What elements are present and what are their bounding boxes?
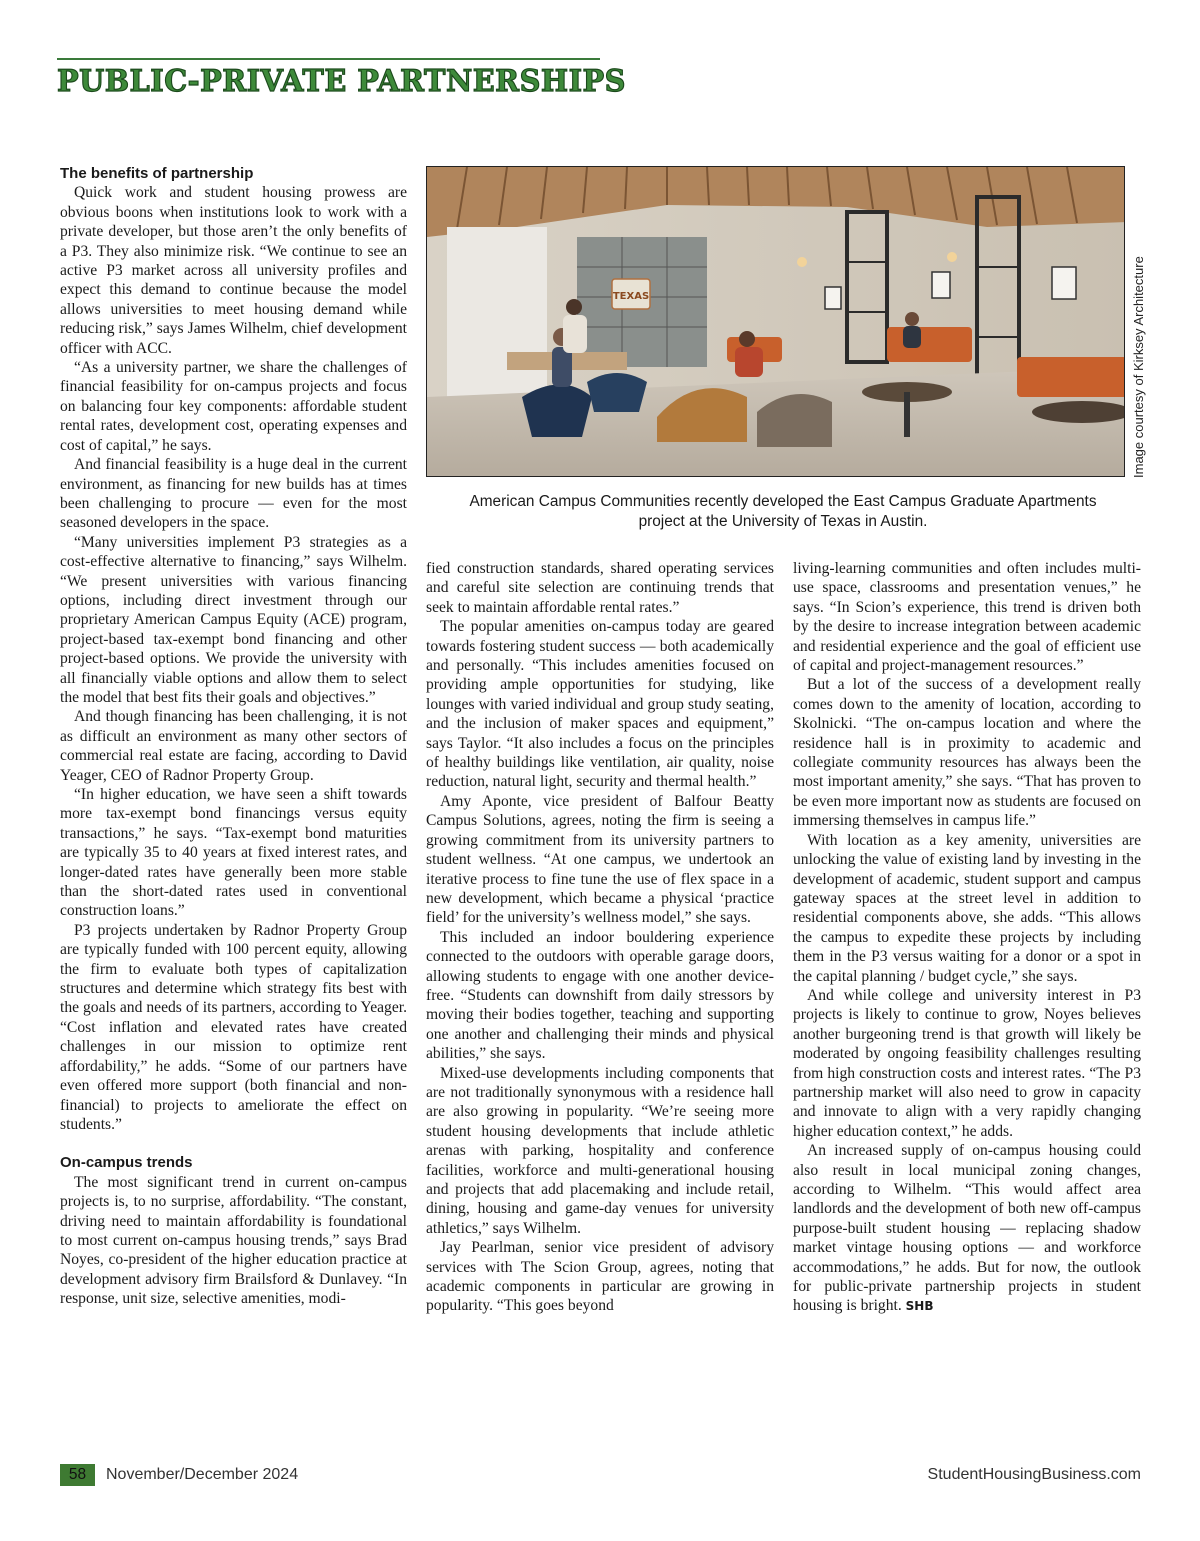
paragraph: And though financing has been challenging, it is not as difficult an environment as many other sectors of commercial real estate are facing, according to David Yeager, CEO of Radnor Property Group. — [60, 708, 407, 784]
paragraph: living-learning communities and often includes multi-use space, classrooms and presentation venues,” he says. “In Scion’s experience, this trend is driven both by the desire to increase integration between academic and residential experience and the goal of efficient use of capital and project-management resources.” — [793, 560, 1141, 675]
lounge-photo-illustration — [427, 167, 1125, 477]
website: StudentHousingBusiness.com — [927, 1466, 1141, 1483]
photo-sign-text: TEXAS — [612, 291, 650, 302]
paragraph: fied construction standards, shared operating services and careful site selection are continuing trends that seek to maintain affordable rental rates.” — [426, 560, 774, 616]
paragraph: With location as a key amenity, universities are unlocking the value of existing land by investing in the development of academic, student support and campus gateway spaces at the street level in addition to residential components above, she adds. “This allows the campus to expedite these projects by including them in the P3 versus waiting for a donor or a spot in the capital planning / budget cycle,” she says. — [793, 831, 1141, 985]
article-column-3 — [793, 559, 1141, 1317]
section-title: PUBLIC-PRIVATE PARTNERSHIPS — [57, 64, 626, 99]
paragraph: P3 projects undertaken by Radnor Property Group are typically funded with 100 percent equity, allowing the firm to evaluate both types of capitalization structures and determine which strategy fits best with the goals and needs of its partners, according to Yeager. “Cost inflation and elevated rates have created challenges in our mission to optimize rent affordability,” he adds. “Some of our partners have even offered more support (both financial and non-financial) to projects to ameliorate the effect on students.” — [60, 921, 407, 1133]
paragraph: And while college and university interest in P3 projects is likely to continue to grow, Noyes believes another burgeoning trend is that growth will likely be moderated by ongoing feasibility challenges resulting from high construction costs and interest rates. “The P3 partnership market will also need to grow in capacity and innovate to align with a very rapidly changing higher education context,” he adds. — [793, 986, 1141, 1140]
paragraph: “In higher education, we have seen a shift towards more tax-exempt bond financings versus equity transactions,” he says. “Tax-exempt bond maturities are typically 35 to 40 years at fixed interest rates, and longer-dated rates have generally been more stable than the short-dated rates used in conventional construction loans.” — [60, 786, 407, 920]
caption-line: project at the University of Texas in Austin. — [638, 513, 928, 530]
caption-line: American Campus Communities recently developed the East Campus Graduate Apartments — [469, 493, 1097, 510]
paragraph: Amy Aponte, vice president of Balfour Beatty Campus Solutions, agrees, noting the firm is seeing a growing commitment from its university partners to student wellness. “At one campus, we undertook an iterative process to fine tune the use of flex space in a new development, which became a physical ‘practice field’ for the university’s wellness model,” she says. — [426, 792, 774, 927]
photo-caption — [426, 492, 1140, 532]
paragraph: Mixed-use developments including components that are not traditionally synonymous with a residence hall are also growing in popularity. “We’re seeing more student housing developments that include athletic arenas with parking, hospitality and conference facilities, workforce and multi-generational housing and projects that add placemaking and include retail, dining, housing and game-day venues for university athletics,” says Wilhelm. — [426, 1064, 774, 1237]
paragraph: Jay Pearlman, senior vice president of advisory services with The Scion Group, agrees, noting that academic components in particular are growing in popularity. “This goes beyond — [426, 1239, 774, 1315]
issue-date: November/December 2024 — [106, 1466, 299, 1483]
photo-credit: Image courtesy of Kirksey Architecture — [1131, 256, 1146, 478]
paragraph: The most significant trend in current on-campus projects is, to no surprise, affordability. “The constant, driving need to maintain affordability is foundational to most current on-campus housing trends,” says Brad Noyes, co-president of the higher education practice at development advisory firm Brailsford & Dunlavey. “In response, unit size, selective amenities, modi- — [60, 1173, 407, 1308]
paragraph: “As a university partner, we share the challenges of financial feasibility for on-campus projects and focus on balancing four key components: affordable student rental rates, development cost, operating expenses and cost of capital,” he says. — [60, 359, 407, 454]
end-mark: SHB — [905, 1299, 934, 1314]
paragraph: “Many universities implement P3 strategies as a cost-effective alternative to financing,” says Wilhelm. “We present universities with various financing options, including direct investment through our proprietary American Campus Equity (ACE) program, project-based tax-exempt bond financing and other project-based options. We provide the university with all financially viable options and allow them to select the model that best fits their goals and objectives.” — [60, 533, 407, 706]
lounge-photo — [426, 166, 1125, 477]
paragraph: But a lot of the success of a development really comes down to the amenity of location, according to Skolnicki. “The on-campus location and where the residence hall is in proximity to academic and collegiate community resources has always been the most important amenity,” she says. “That has proven to be even more important now as students are focused on immersing themselves in campus life.” — [793, 676, 1141, 830]
paragraph: Quick work and student housing prowess are obvious boons when institutions look to work with a private developer, but those aren’t the only benefits of a P3. They also minimize risk. “We continue to see an active P3 market across all university profiles and expect this demand to continue because the model allows universities to meet housing demand while reducing risk,” says James Wilhelm, chief development officer with ACC. — [60, 184, 407, 357]
subheading-benefits: The benefits of partnership — [60, 165, 254, 182]
header-rule — [57, 58, 600, 60]
article-column-1 — [60, 164, 407, 1309]
paragraph — [793, 1141, 1141, 1317]
page-number: 58 — [60, 1464, 95, 1486]
paragraph-text: An increased supply of on-campus housing could also result in local municipal zoning changes, according to Wilhelm. “This would affect area landlords and the development of both new off-campus purpose-built student housing — replacing shadow market vintage housing options — and workforce accommodations,” he adds. But for now, the outlook for public-private partnership projects in student housing is bright. — [793, 1142, 1141, 1315]
subheading-on-campus-trends: On-campus trends — [60, 1154, 193, 1172]
paragraph: The popular amenities on-campus today are geared towards fostering student success — both academically and personally. “This includes amenities focused on providing ample opportunities for studying, like lounges with varied individual and group study seating, and the inclusion of maker spaces and equipment,” says Taylor. “It also includes a focus on the principles of healthy buildings like ventilation, air quality, noise reduction, natural light, security and thermal health.” — [426, 618, 774, 791]
paragraph: This included an indoor bouldering experience connected to the outdoors with operable garage doors, allowing students to engage with one another device-free. “Students can downshift from daily stressors by moving their bodies together, teaching and supporting one another and challenging their minds and physical abilities,” she says. — [426, 928, 774, 1063]
article-column-2 — [426, 559, 774, 1316]
paragraph: And financial feasibility is a huge deal in the current environment, as financing for new builds has at times been challenging to procure — even for the most seasoned developers in the space. — [60, 456, 407, 532]
